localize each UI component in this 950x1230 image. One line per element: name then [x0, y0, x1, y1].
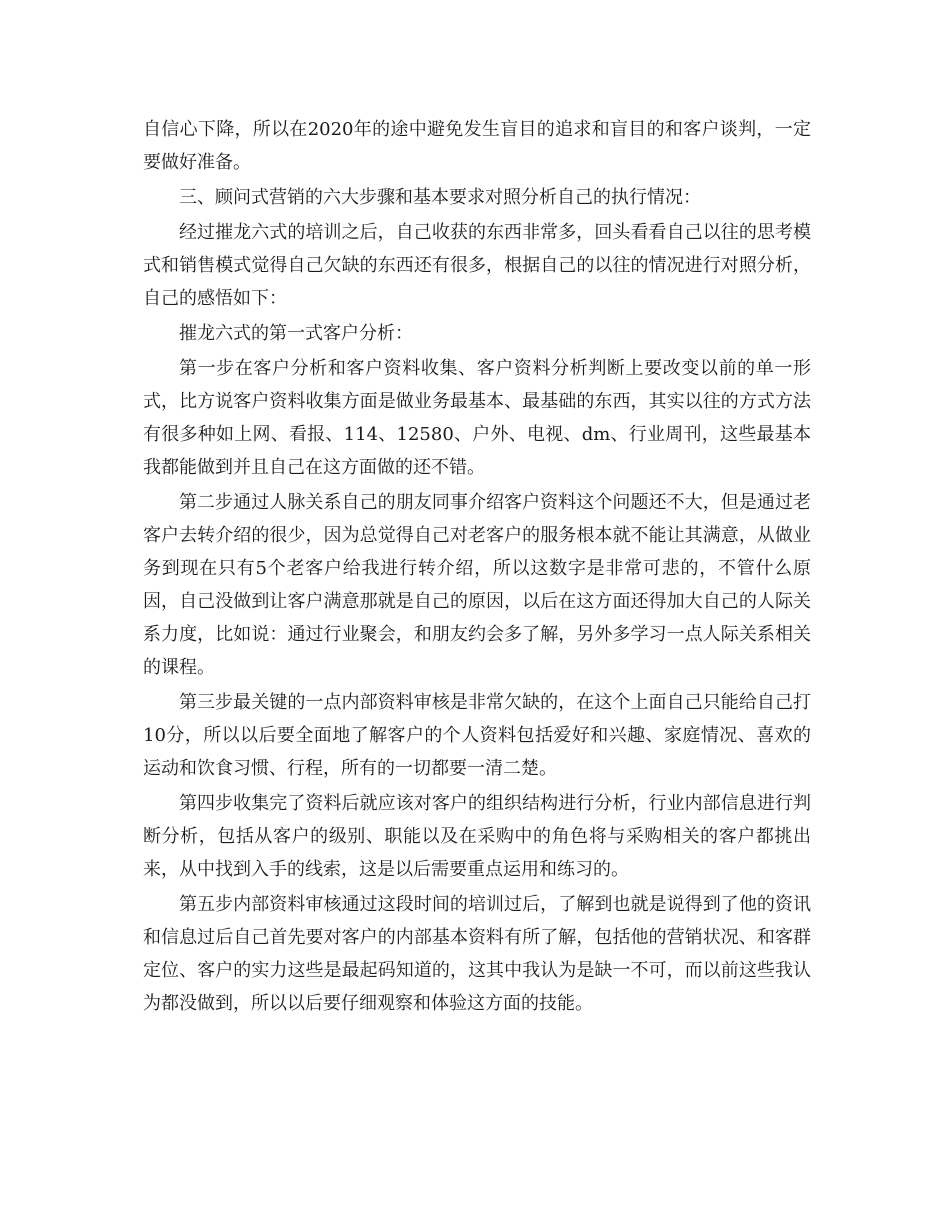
paragraph-step-4: 第四步收集完了资料后就应该对客户的组织结构进行分析，行业内部信息进行判断分析，包括从客户的级别、职能以及在采购中的角色将与采购相关的客户都挑出来，从中找到入手的线索，这是以后需要重点运用和练习的。 [143, 793, 811, 880]
paragraph-step-1: 第一步在客户分析和客户资料收集、客户资料分析判断上要改变以前的单一形式，比方说客户资料收集方面是做业务最基本、最基础的东西，其实以往的方式方法有很多种如上网、看报、114、12580、户外、电视、dm、行业周刊，这些最基本我都能做到并且自己在这方面做的还不错。 [143, 358, 811, 478]
paragraph-continuation: 自信心下降，所以在2020年的途中避免发生盲目的追求和盲目的和客户谈判，一定要做好准备。 [143, 119, 811, 173]
section-heading: 三、顾问式营销的六大步骤和基本要求对照分析自己的执行情况： [179, 187, 701, 208]
subsection-heading: 摧龙六式的第一式客户分析： [179, 323, 413, 344]
paragraph-step-2: 第二步通过人脉关系自己的朋友同事介绍客户资料这个问题还不大，但是通过老客户去转介绍的很少，因为总觉得自己对老客户的服务根本就不能让其满意，从做业务到现在只有5个老客户给我进行转介绍，所以这数字是非常可悲的，不管什么原因，自己没做到让客户满意那就是自己的原因，以后在这方面还得加大自己的人际关系力度，比如说：通过行业聚会，和朋友约会多了解，另外多学习一点人际关系相关的课程。 [143, 492, 811, 678]
document-body [143, 113, 811, 1022]
paragraph-step-3: 第三步最关键的一点内部资料审核是非常欠缺的，在这个上面自己只能给自己打10分，所以以后要全面地了解客户的个人资料包括爱好和兴趣、家庭情况、喜欢的运动和饮食习惯、行程，所有的一切都要一清二楚。 [143, 692, 811, 779]
paragraph-intro: 经过摧龙六式的培训之后，自己收获的东西非常多，回头看看自己以往的思考模式和销售模式觉得自己欠缺的东西还有很多，根据自己的以往的情况进行对照分析，自己的感悟如下： [143, 222, 811, 309]
paragraph-step-5: 第五步内部资料审核通过这段时间的培训过后，了解到也就是说得到了他的资讯和信息过后自己首先要对客户的内部基本资料有所了解，包括他的营销状况、和客群定位、客户的实力这些是最起码知道的，这其中我认为是缺一不可，而以前这些我认为都没做到，所以以后要仔细观察和体验这方面的技能。 [143, 894, 811, 1014]
